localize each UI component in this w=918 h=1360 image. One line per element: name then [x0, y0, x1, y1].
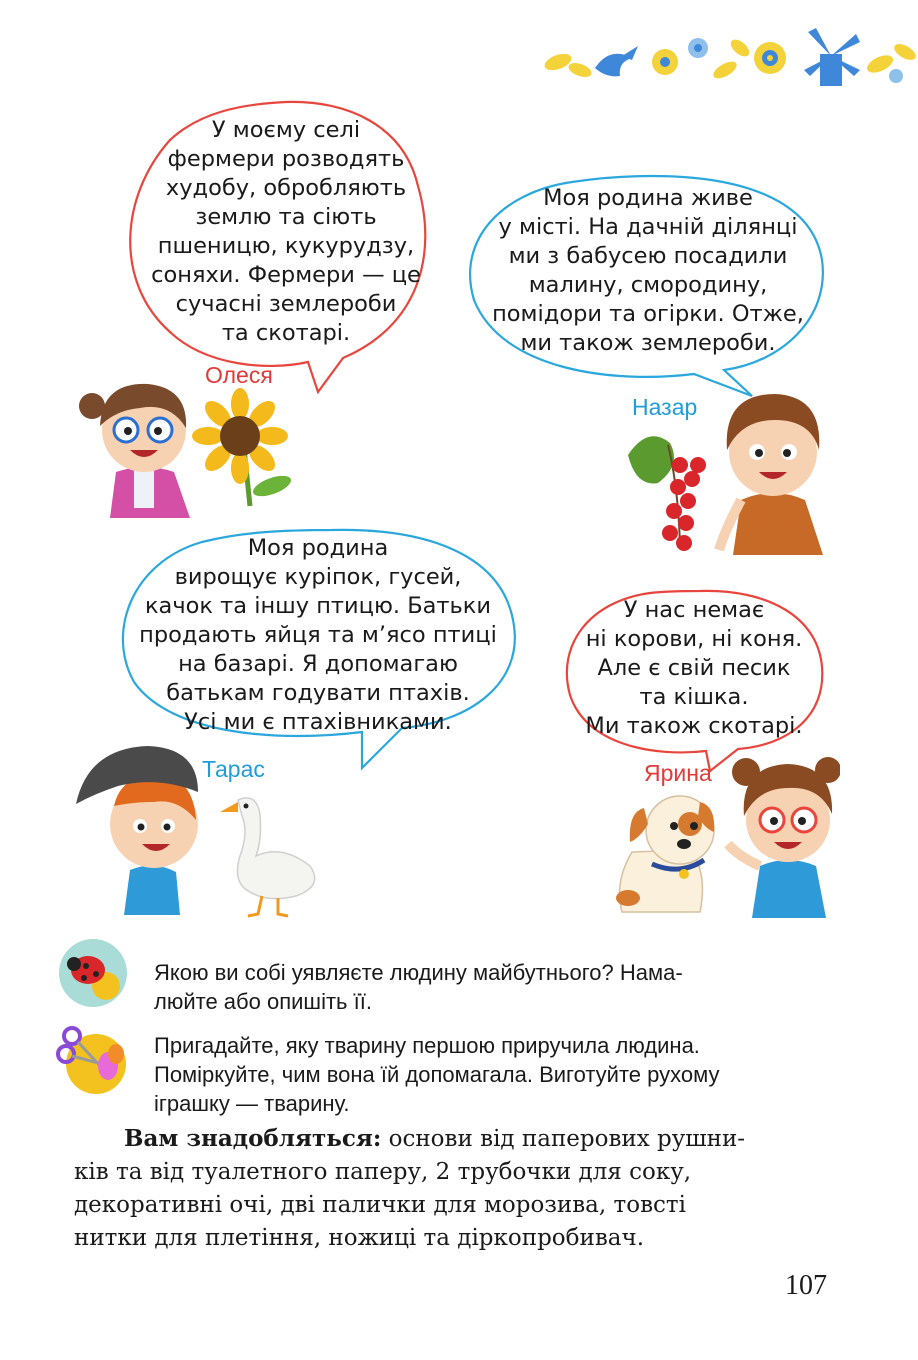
task-line: Пригадайте, яку тварину першою приручила людина. — [154, 1033, 700, 1058]
bubble-line: та кішка. — [639, 684, 749, 710]
materials-line: ків та від туалетного паперу, 2 трубочки для соку, — [74, 1159, 692, 1185]
bubble-line: продають яйця та м’ясо птиці — [139, 622, 497, 648]
task-line: іграшку — тварину. — [154, 1091, 350, 1116]
bubble-text-olesia — [118, 116, 454, 348]
materials-paragraph — [74, 1122, 840, 1255]
bubble-line: Моя родина живе — [543, 185, 753, 211]
bubble-line: землю та сіють — [195, 204, 377, 230]
page-number: 107 — [785, 1270, 827, 1301]
boy-taras-illustration — [68, 740, 208, 915]
bubble-text-yaryna — [566, 596, 822, 741]
sunflower-illustration — [192, 388, 302, 508]
task-line: люйте або опишіть її. — [154, 989, 372, 1014]
bubble-line: худобу, обробляють — [165, 175, 407, 201]
task-line: Поміркуйте, чим вона їй допомагала. Виготуйте рухому — [154, 1062, 720, 1087]
ornament-leaf-icon — [542, 51, 593, 80]
bubble-line: ми з бабусею посадили — [508, 243, 788, 269]
dog-illustration — [604, 772, 724, 917]
bubble-line: та скотарі. — [221, 320, 351, 346]
ornament-flower-icon — [754, 42, 786, 74]
currant-illustration — [618, 425, 713, 555]
bubble-line: Усі ми є птахівниками. — [184, 709, 452, 735]
materials-line: декоративні очі, дві палички для морозива, товсті — [74, 1192, 686, 1218]
girl-yaryna-illustration — [716, 748, 840, 918]
bubble-line: батькам годувати птахів. — [166, 680, 470, 706]
bubble-line: на базарі. Я допомагаю — [178, 651, 458, 677]
bubble-line: у місті. На дачній ділянці — [498, 214, 798, 240]
ornament-bird-icon — [595, 46, 638, 76]
task-line: Якою ви собі уявляєте людину майбутнього? Нама- — [154, 960, 683, 985]
girl-olesia-illustration — [70, 368, 210, 518]
ornament-flower-icon — [652, 38, 708, 75]
ornament-leaf-icon — [864, 41, 918, 83]
task-make-moving-toy — [154, 1031, 838, 1118]
ornament-windmill-icon — [804, 28, 860, 86]
bubble-line: сучасні землероби — [175, 291, 397, 317]
bubble-line: У нас немає — [623, 597, 765, 623]
ornament-leaf-icon — [711, 36, 753, 81]
materials-label: Вам знадобляться: — [124, 1125, 382, 1152]
name-nazar: Назар — [632, 394, 698, 420]
bubble-line: ми також землероби. — [520, 330, 776, 356]
bubble-line: помідори та огірки. Отже, — [492, 301, 804, 327]
bubble-line: Але є свій песик — [597, 655, 791, 681]
ladybug-icon — [58, 938, 128, 1008]
materials-line: нитки для плетіння, ножиці та діркопробивач. — [74, 1225, 645, 1251]
bubble-line: фермери розводять — [167, 146, 405, 172]
bubble-line: ні корови, ні коня. — [585, 626, 803, 652]
floral-ornament — [540, 18, 918, 90]
bubble-line: вирощує куріпок, гусей, — [174, 564, 462, 590]
name-taras: Тарас — [202, 756, 265, 782]
bubble-text-nazar — [472, 184, 824, 358]
name-olesia: Олеся — [205, 362, 273, 388]
scissors-butterfly-icon — [56, 1024, 128, 1096]
boy-nazar-illustration — [705, 380, 835, 555]
bubble-line: качок та іншу птицю. Батьки — [144, 593, 492, 619]
bubble-text-taras — [122, 534, 514, 737]
bubble-line: малину, смородину, — [528, 272, 768, 298]
bubble-line: Моя родина — [247, 535, 389, 561]
bubble-line: пшеницю, кукурудзу, — [157, 233, 415, 259]
bubble-line: соняхи. Фермери — це — [151, 262, 421, 288]
name-yaryna: Ярина — [644, 760, 712, 786]
bubble-line: Ми також скотарі. — [585, 713, 803, 739]
goose-illustration — [212, 790, 322, 920]
bubble-line: У моєму селі — [211, 117, 361, 143]
task-draw-future-person — [154, 958, 838, 1016]
materials-line: основи від паперових рушни- — [381, 1126, 746, 1152]
